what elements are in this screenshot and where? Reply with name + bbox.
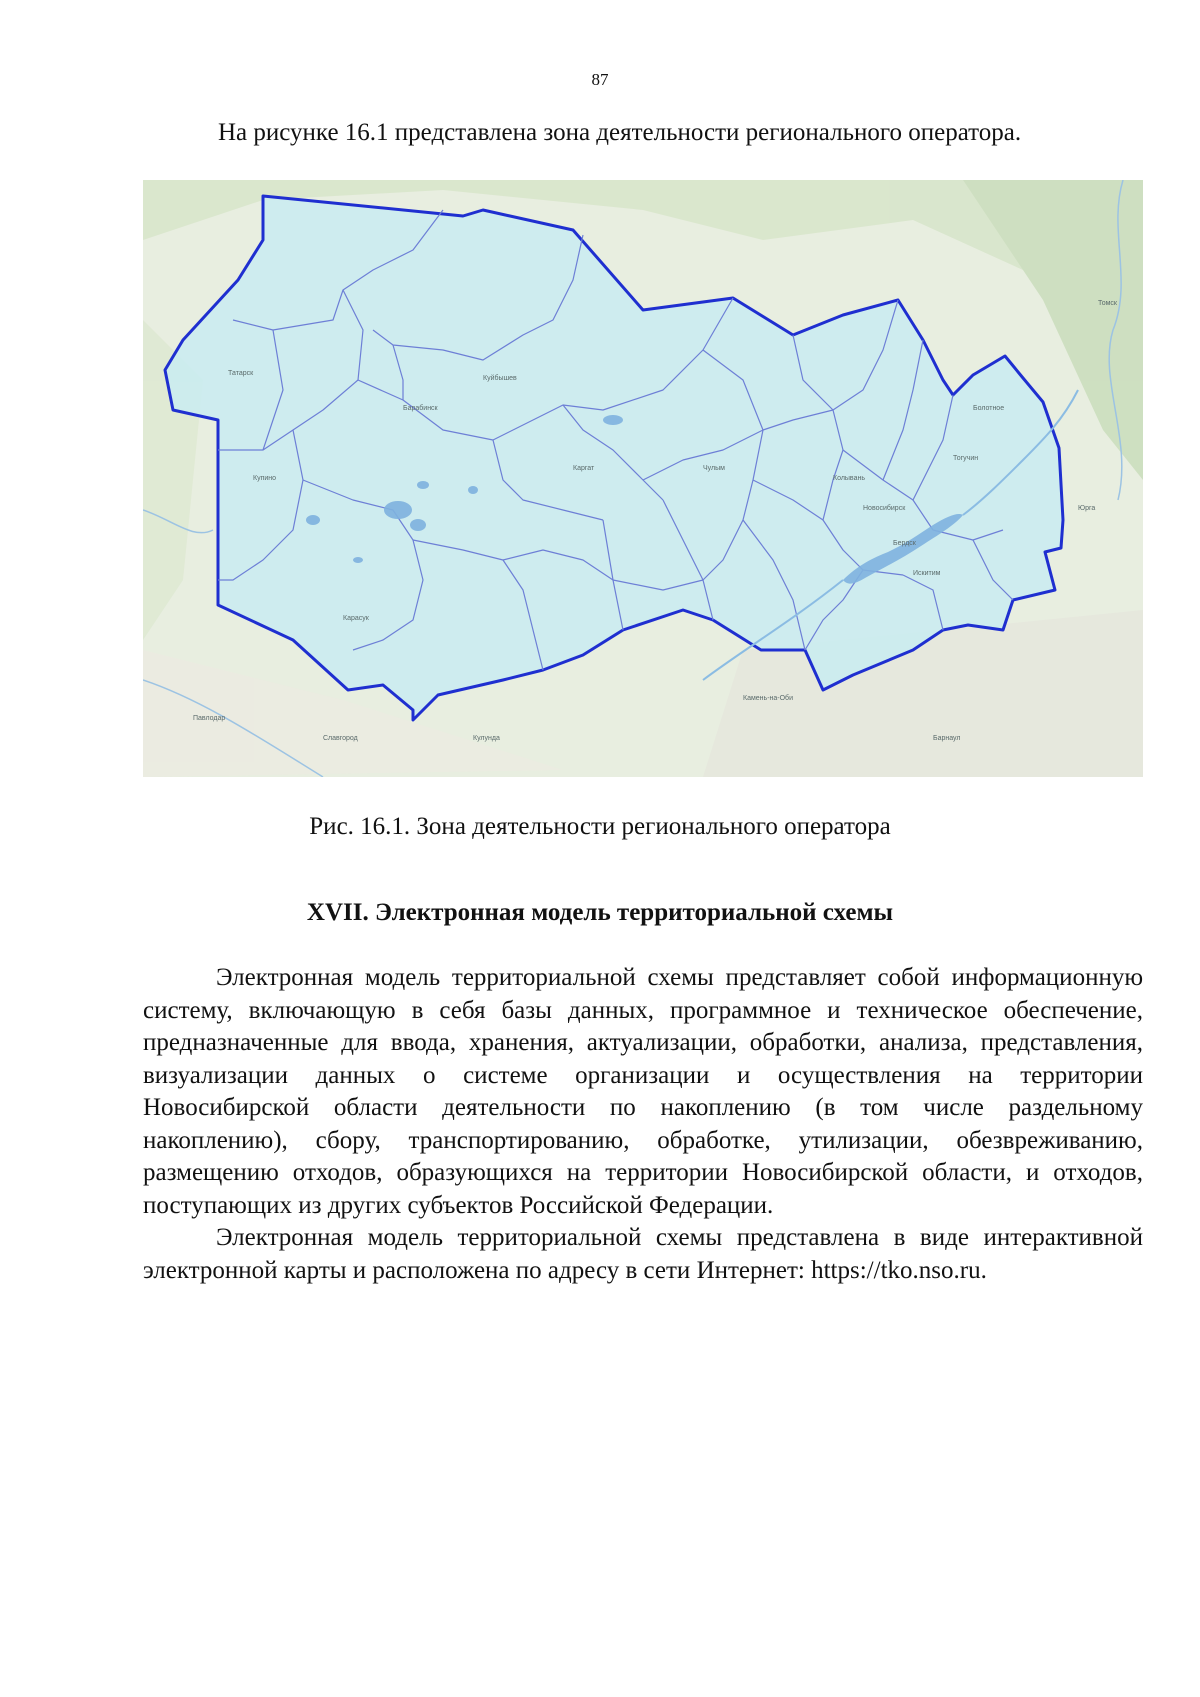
intro-text: На рисунке 16.1 представлена зона деятельности регионального оператора.	[218, 119, 1022, 146]
map-label: Камень-на-Оби	[743, 695, 793, 702]
map-label: Кулунда	[473, 735, 500, 742]
paragraph: Электронная модель территориальной схемы представляет собой информационную систему, включающую в себя базы данных, программное и техническое обеспечение, предназначенные для ввода, хранения, актуализации, обработки, анализа, представления, визуализации данных о системе организации и осуществления на территории Новосибирской области деятельности по накоплению (в том числе раздельному накоплению), сбору, транспортированию, обработке, утилизации, обезвреживанию, размещению отходов, образующихся на территории Новосибирской области, и отходов, поступающих из других субъектов Российской Федерации.	[143, 964, 1143, 1219]
map-label: Искитим	[913, 570, 941, 577]
figure-caption: Рис. 16.1. Зона деятельности регионального оператора	[309, 813, 891, 840]
body-text	[143, 962, 1143, 1287]
map-label: Татарск	[228, 370, 254, 377]
region-map-figure	[143, 180, 1143, 777]
map-label: Юрга	[1078, 505, 1096, 512]
map-label: Чулым	[703, 465, 725, 472]
map-label: Барабинск	[403, 405, 438, 412]
map-label: Барнаул	[933, 735, 961, 742]
map-label: Каргат	[573, 465, 595, 472]
page-number: 87	[591, 70, 609, 89]
map-label: Новосибирск	[863, 505, 906, 512]
map-label: Куйбышев	[483, 375, 517, 382]
map-label: Карасук	[343, 615, 369, 622]
region-map	[143, 180, 1143, 777]
map-label: Томск	[1098, 300, 1117, 307]
map-label: Бердск	[893, 540, 916, 547]
map-label: Болотное	[973, 405, 1005, 412]
map-label: Павлодар	[193, 715, 226, 722]
map-label: Купино	[253, 475, 277, 482]
section-heading: XVII. Электронная модель территориальной схемы	[306, 899, 894, 926]
map-label: Тогучин	[953, 455, 979, 462]
map-label: Славгород	[323, 735, 358, 742]
map-label: Колывань	[833, 475, 865, 482]
paragraph: Электронная модель территориальной схемы представлена в виде интерактивной электронной карты и расположена по адресу в сети Интернет: https://tko.nso.ru.	[143, 1224, 1143, 1284]
